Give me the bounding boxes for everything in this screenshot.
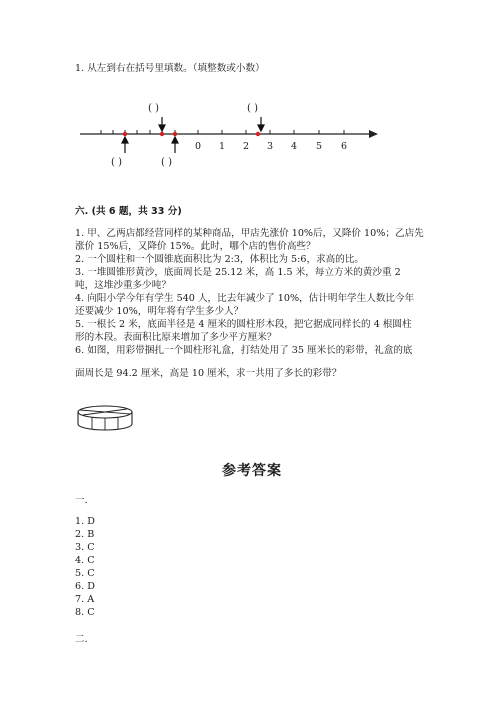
tick-label: 6 (341, 141, 348, 152)
tick-label: 1 (219, 141, 226, 152)
down-arrow-head (159, 125, 165, 131)
question-line: 面周长是 94.2 厘米，高是 10 厘米，求一共用了多长的彩带？ (75, 368, 342, 379)
question-line: 2. 一个圆柱和一个圆锥底面积比为 2:3，体积比为 5:6，求高的比。 (75, 254, 365, 265)
tick-label: 5 (316, 141, 323, 152)
question-line: 5. 一根长 2 米，底面半径是 4 厘米的圆柱形木段，把它据成同样长的 4 根圆柱 (75, 319, 412, 330)
down-arrow-head (258, 125, 264, 131)
answer-item: 4. C (75, 555, 95, 566)
question-line: 涨价 15%后，又降价 15%。此时，哪个店的售价高些？ (75, 241, 316, 252)
answer-blank-top-2[interactable]: ( ) (247, 103, 258, 114)
question-line: 1. 甲、乙两店都经营同样的某种商品，甲店先涨价 10%后，又降价 10%；乙店先 (75, 228, 424, 239)
q1-prompt: 1. 从左到右在括号里填数。（填整数或小数） (75, 63, 265, 74)
answer-blank-top-1[interactable]: ( ) (148, 103, 159, 114)
answer-part-label: 一. (75, 495, 88, 506)
up-arrow-head (172, 137, 178, 143)
answer-blank-bottom-2[interactable]: ( ) (161, 157, 172, 168)
number-line-arrowhead (369, 130, 378, 138)
point-marker (173, 132, 177, 136)
tick-label: 2 (243, 141, 250, 152)
tick-label: 4 (291, 141, 298, 152)
point-marker (123, 132, 127, 136)
cylinder-gift-box-figure (75, 404, 135, 436)
answer-part-label: 二. (75, 634, 88, 645)
answer-item: 7. A (75, 594, 95, 605)
answer-item: 8. C (75, 607, 95, 618)
answer-blank-bottom-1[interactable]: ( ) (111, 157, 122, 168)
answer-item: 3. C (75, 542, 95, 553)
answer-item: 6. D (75, 581, 95, 592)
question-line: 6. 如图，用彩带捆扎一个圆柱形礼盒，打结处用了 35 厘米长的彩带，礼盒的底 (75, 345, 413, 356)
point-marker (160, 132, 164, 136)
point-marker (256, 132, 260, 136)
up-arrow-head (122, 137, 128, 143)
answer-item: 2. B (75, 529, 95, 540)
answer-item: 5. C (75, 568, 95, 579)
answer-item: 1. D (75, 516, 95, 527)
question-line: 形的木段。表面积比原来增加了多少平方厘米？ (75, 332, 277, 343)
question-line: 4. 向阳小学今年有学生 540 人，比去年减少了 10%，估计明年学生人数比今年 (75, 293, 415, 304)
answer-section-title: 参考答案 (222, 463, 282, 479)
question-line: 吨，这堆沙重多少吨？ (75, 280, 171, 291)
question-line: 还要减少 10%，明年将有学生多少人？ (75, 306, 244, 317)
section-heading: 六. (共 6 题，共 33 分) (75, 206, 182, 217)
tick-label: 0 (195, 141, 202, 152)
tick-label: 3 (267, 141, 274, 152)
question-line: 3. 一堆圆锥形黄沙，底面周长是 25.12 米，高 1.5 米，每立方米的黄沙重 2 (75, 267, 401, 278)
